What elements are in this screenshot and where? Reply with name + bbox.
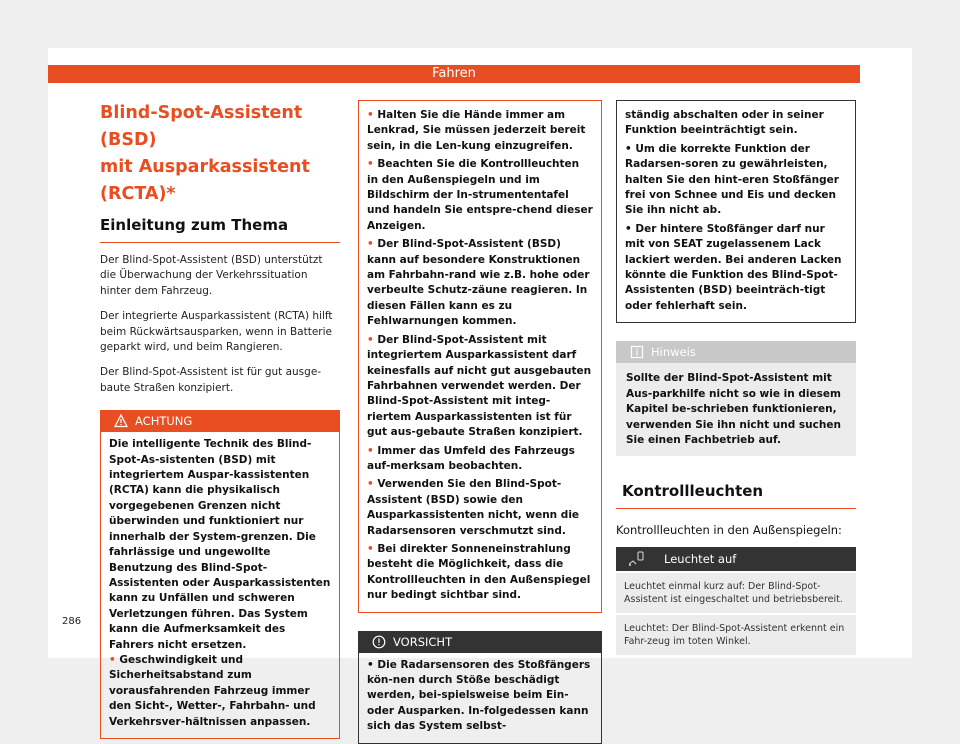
mirror-lights-subheading: Kontrollleuchten in den Außenspiegeln: [616,523,842,538]
intro-paragraph: Der Blind-Spot-Assistent (BSD) unterstützt die Überwachung der Verkehrssituation hinter dem Fahrzeug. [100,254,323,297]
caution-continuation-box [616,100,856,323]
kontrollleuchten-heading: Kontrollleuchten [616,474,856,509]
list-item: • Der Blind-Spot-Assistent mit integriertem Ausparkassistent darf keinesfalls auf nicht gut ausgebauten Fahrbahnen verwendet werden. Der Blind-Spot-Assistent mit integ-riertem Ausparkassistenten ist für gut aus-gebaute Straßen konzipiert. [367,333,592,439]
warning-box [100,410,340,739]
caution-box [358,631,602,744]
warning-header [100,410,340,432]
caution-body [358,653,602,744]
warning-triangle-icon [114,414,128,428]
list-item: • Geschwindigkeit und Sicherheitsabstand zum vorausfahrenden Fahrzeug immer den Sicht-, Wetter-, Fahrbahn- und Verkehrsver-hältnissen anpassen. [109,653,316,728]
note-box [616,341,856,456]
note-label: Hinweis [651,345,696,360]
topic-heading: Einleitung zum Thema [100,216,340,243]
section-title: Blind-Spot-Assistent (BSD) mit Ausparkassistent (RCTA)* [100,103,310,204]
caution-text: ständig abschalten oder in seiner Funktion beeinträchtigt sein. [625,109,824,137]
column-2 [358,100,602,744]
list-item: • Immer das Umfeld des Fahrzeugs auf-merksam beobachten. [367,444,575,472]
list-item: • Der Blind-Spot-Assistent (BSD) kann auf besondere Konstruktionen am Fahrbahn-rand wie z.B. hohe oder verbeulte Schutz-zäune reagieren. In diesen Fällen kann es zu Fehlwarnungen kommen. [367,238,590,328]
list-item: • Verwenden Sie den Blind-Spot-Assistent (BSD) sowie den Ausparkassistenten nicht, wenn die Radarsensoren verschmutzt sind. [367,478,580,537]
list-item: • Um die korrekte Funktion der Radarsen-soren zu gewährleisten, halten Sie den hint-eren Stoßfänger frei von Schnee und Eis und decken Sie ihn nicht ab. [625,142,839,217]
list-item: • Die Radarsensoren des Stoßfängers kön-nen durch Stöße beschädigt werden, bei-spielsweise beim Ein- oder Ausparken. In-folgedessen kann sich das System selbst- [367,658,591,733]
table-row: Leuchtet einmal kurz auf: Der Blind-Spot-Assistent ist eingeschaltet und betriebsbereit. [616,573,856,613]
list-item: • Beachten Sie die Kontrollleuchten in den Außenspiegeln und im Bildschirm der In-strumententafel und handeln Sie entspre-chend dieser Anzeigen. [367,158,593,232]
caution-circle-icon [372,635,386,649]
list-item: • Der hintere Stoßfänger darf nur mit von SEAT zugelassenem Lack lackiert werden. Bei anderen Lacken könnte die Funktion des Blind-Spot-Assistenten (BSD) beeinträch-tigt oder fehlerhaft sein. [625,222,842,312]
table-row: Leuchtet: Der Blind-Spot-Assistent erkennt ein Fahr-zeug im toten Winkel. [616,615,856,655]
list-item: • Halten Sie die Hände immer am Lenkrad, Sie müssen jederzeit bereit sein, in die Len-kung einzugreifen. [367,109,586,152]
column-3 [616,100,856,655]
intro-paragraph: Der integrierte Ausparkassistent (RCTA) hilft beim Rückwärtsausparken, wenn in Batterie geparkt wird, und beim Rangieren. [100,310,333,354]
caution-label: VORSICHT [393,634,453,649]
chapter-header: Fahren [48,65,860,83]
info-icon [630,345,644,359]
warning-continuation-box [358,100,602,613]
page-number: 286 [62,616,82,627]
note-body: Sollte der Blind-Spot-Assistent mit Aus-parkhilfe nicht so wie in diesem Kapitel be-schrieben funktionieren, verwenden Sie ihn nicht und suchen Sie einen Fachbetrieb auf. [616,363,856,456]
intro-paragraph: Der Blind-Spot-Assistent ist für gut ausge-baute Straßen konzipiert. [100,366,322,394]
list-item: • Bei direkter Sonneneinstrahlung besteht die Möglichkeit, dass die Kontrollleuchten in den Außenspiegel nur bedingt sichtbar sind. [367,542,591,602]
caution-header [358,631,602,653]
note-header [616,341,856,363]
column-1 [100,100,340,739]
warning-text: Die intelligente Technik des Blind-Spot-As-sistenten (BSD) mit integriertem Auspar-kassistenten (RCTA) kann die physikalisch vorgegebenen Grenzen nicht überwinden und funktioniert nur innerhalb der System-grenzen. Die fahrlässige und ungewollte Benutzung des Blind-Spot-Assistenten oder Ausparkassistenten kann zu Unfällen und schweren Verletzungen führen. Das System kann die Aufmerksamkeit des Fahrers nicht ersetzen. [109,438,331,651]
warning-label: ACHTUNG [135,414,193,429]
indicator-table-title: Leuchtet auf [664,552,737,567]
warning-body [100,432,340,739]
indicator-table-header [616,547,856,571]
mirror-warning-light-icon [616,551,656,567]
